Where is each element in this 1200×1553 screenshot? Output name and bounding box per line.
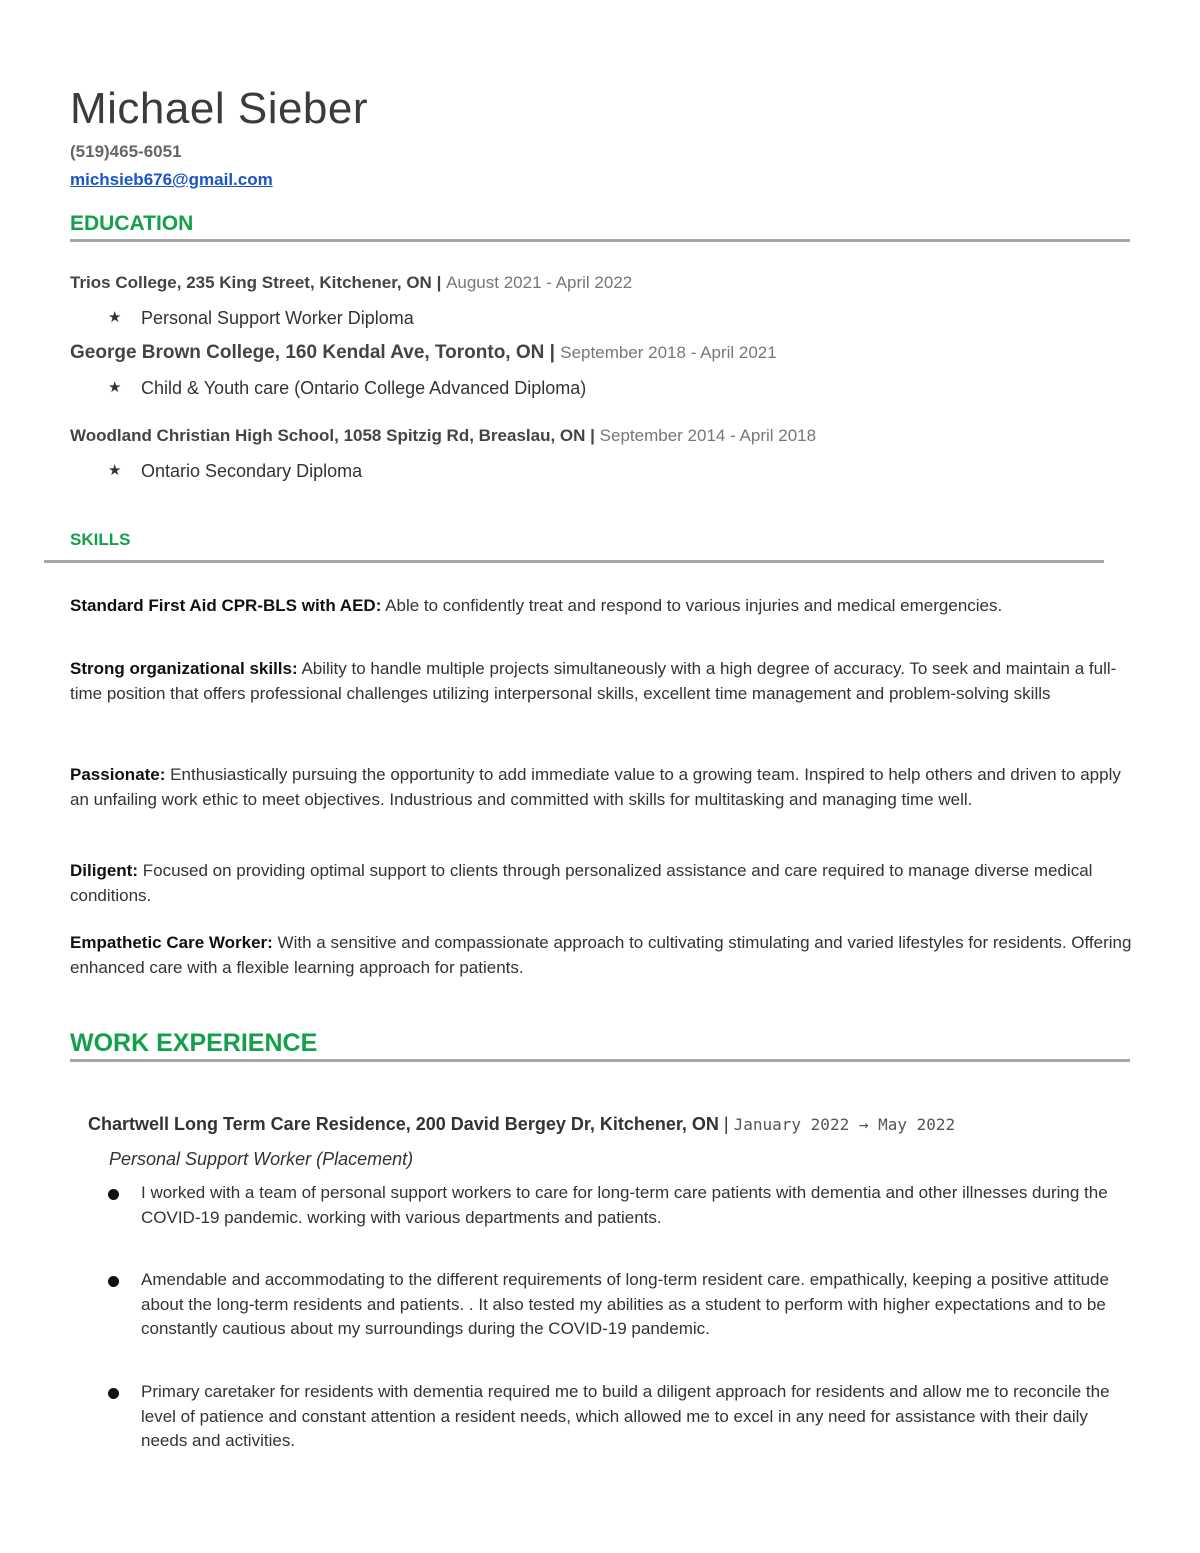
bullet-text: Amendable and accommodating to the different requirements of long-term resident care. empathically, keeping a positive attitude about the long-term residents and patients. . It also tested my abilities as a student to perform with higher expectations and to be constantly cautious about my surroundings during the COVID-19 pandemic. [141, 1270, 1109, 1338]
education-item [108, 308, 414, 329]
skill-label: Standard First Aid CPR-BLS with AED: [70, 596, 382, 615]
work-experience-heading: WORK EXPERIENCE [70, 1029, 318, 1057]
candidate-name: Michael Sieber [70, 84, 369, 133]
skill-item [70, 594, 1132, 619]
skill-label: Empathetic Care Worker: [70, 933, 273, 952]
school-name: Trios College, 235 King Street, Kitchener, ON [70, 273, 432, 292]
skill-item [70, 931, 1132, 980]
skill-text: Able to confidently treat and respond to various injuries and medical emergencies. [385, 596, 1003, 615]
filled-circle-bullet-icon [108, 1189, 119, 1200]
school-name: Woodland Christian High School, 1058 Spitzig Rd, Breaslau, ON [70, 426, 586, 445]
education-entry-3 [70, 426, 816, 446]
employer-name: Chartwell Long Term Care Residence, 200 David Bergey Dr, Kitchener, ON [88, 1114, 719, 1134]
separator: | [436, 273, 442, 292]
job-header [88, 1114, 955, 1135]
education-item [108, 461, 363, 482]
separator: | [590, 426, 595, 445]
star-bullet-icon: ★ [108, 379, 122, 396]
skills-divider [44, 560, 1104, 563]
education-divider [70, 239, 1130, 242]
job-bullet [141, 1380, 1131, 1454]
skill-label: Diligent: [70, 861, 138, 880]
skill-text: Enthusiastically pursuing the opportunity to add immediate value to a growing team. Inspired to help others and driven to apply an unfailing work ethic to meet objectives. Industrious and committed with skills for multitasking and managing time well. [70, 765, 1121, 809]
skill-text: Focused on providing optimal support to clients through personalized assistance and care required to manage diverse medical conditions. [70, 861, 1093, 905]
separator: | [723, 1114, 729, 1134]
skill-label: Passionate: [70, 765, 166, 784]
education-dates: September 2014 - April 2018 [599, 426, 817, 445]
email-link[interactable]: michsieb676@gmail.com [70, 170, 273, 189]
skill-item [70, 763, 1132, 812]
skill-text: With a sensitive and compassionate approach to cultivating stimulating and varied lifestyles for residents. Offering enhanced care with a flexible learning approach for patients. [70, 933, 1132, 977]
skill-item [70, 657, 1132, 706]
education-item [108, 378, 587, 399]
job-bullet [141, 1268, 1131, 1342]
star-bullet-icon: ★ [108, 462, 122, 479]
bullet-text: Primary caretaker for residents with dementia required me to build a diligent approach for residents and allow me to reconcile the level of patience and constant attention a resident needs, which allowed me to excel in any need for assistance with their daily needs and activities. [141, 1382, 1110, 1450]
filled-circle-bullet-icon [108, 1388, 119, 1399]
phone-number: (519)465-6051 [70, 142, 182, 161]
education-dates: August 2021 - April 2022 [446, 273, 633, 292]
job-bullet [141, 1181, 1131, 1230]
skill-item [70, 859, 1132, 908]
diploma-name: Ontario Secondary Diploma [141, 461, 363, 481]
education-entry-1 [70, 273, 632, 293]
skills-heading: SKILLS [70, 530, 131, 549]
work-experience-divider [70, 1059, 1130, 1062]
star-bullet-icon: ★ [108, 309, 122, 326]
skill-text: Ability to handle multiple projects simultaneously with a high degree of accuracy. To seek and maintain a full-time position that offers professional challenges utilizing interpersonal skills, excellent time management and problem-solving skills [70, 659, 1117, 703]
education-dates: September 2018 - April 2021 [560, 343, 777, 362]
filled-circle-bullet-icon [108, 1276, 119, 1287]
education-entry-2 [70, 342, 777, 364]
diploma-name: Personal Support Worker Diploma [141, 308, 414, 328]
education-heading: EDUCATION [70, 212, 194, 235]
separator: | [549, 342, 555, 363]
job-dates: January 2022 → May 2022 [733, 1115, 956, 1134]
skill-label: Strong organizational skills: [70, 659, 298, 678]
school-name: George Brown College, 160 Kendal Ave, Toronto, ON [70, 342, 545, 363]
bullet-text: I worked with a team of personal support workers to care for long-term care patients with dementia and other illnesses during the COVID-19 pandemic. working with various departments and patients. [141, 1183, 1108, 1227]
job-role: Personal Support Worker (Placement) [109, 1149, 414, 1169]
diploma-name: Child & Youth care (Ontario College Advanced Diploma) [141, 378, 587, 398]
